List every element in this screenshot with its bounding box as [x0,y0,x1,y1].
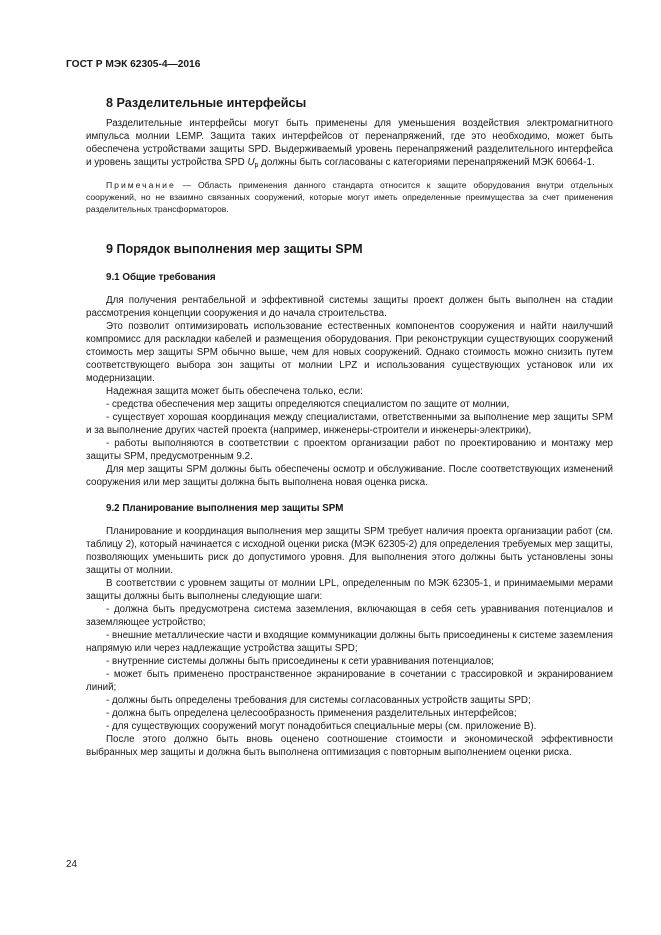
paragraph: В соответствии с уровнем защиты от молнии LPL, определенным по МЭК 62305-1, и принимаемыми мерами защиты должны быть выполнены следующие шаги: [86,578,613,602]
section-9-2-body [86,525,613,759]
list-item: - внешние металлические части и входящие коммуникации должны быть присоединены к системе заземления напрямую или через надлежащие устройства защиты SPD; [86,630,613,654]
list-item: - работы выполняются в соответствии с проектом организации работ по проектированию и монтажу мер защиты SPM, предусмотренным 9.2. [86,438,613,462]
section-8-note: Примечание — Область применения данного стандарта относится к защите оборудования внутри отдельных сооружений, но не взаимно связанных сооружений, которые могут иметь определенные преимущества за счет применения разделительных трансформаторов. [86,180,613,214]
list-item: - существует хорошая координация между специалистами, ответственными за выполнение мер защиты SPM и за выполнение других частей проекта (например, инженеры-строители и инженеры-электрики), [86,412,613,436]
section-8-title: 8 Разделительные интерфейсы [106,96,307,110]
section-9-1-title: 9.1 Общие требования [106,272,216,283]
list-item: - для существующих сооружений могут понадобиться специальные меры (см. приложение В). [106,721,537,732]
page-number: 24 [66,859,77,870]
list-item: - должны быть определены требования для системы согласованных устройств защиты SPD; [106,695,531,706]
list-item: - должна быть определена целесообразность применения разделительных интерфейсов; [106,708,517,719]
list-item: - средства обеспечения мер защиты определяются специалистом по защите от молнии, [106,399,510,410]
paragraph: После этого должно быть вновь оценено соотношение стоимости и экономической эффективности выбранных мер защиты и должна быть выполнена оптимизация с повторным выполнением оценки риска. [86,734,613,758]
paragraph: Это позволит оптимизировать использование естественных компонентов сооружения и найти наилучший компромисс для раскладки кабелей и размещения оборудования. При реконструкции существующих сооружений стоимость мер защиты SPM обычно выше, чем для новых сооружений. Однако стоимость можно снизить путем соответствующего выбора зон защиты от молнии LPZ и использования существующих установок или их модернизации. [86,321,613,384]
section-9-2-title: 9.2 Планирование выполнения мер защиты SPM [106,503,344,514]
paragraph: Для получения рентабельной и эффективной системы защиты проект должен быть выполнен на стадии рассмотрения концепции сооружения и до начала строительства. [86,295,613,319]
page-content [86,95,613,759]
paragraph: Планирование и координация выполнения мер защиты SPM требует наличия проекта организации работ (см. таблицу 2), который начинается с исходной оценки риска (МЭК 62305-2) для определения требуемых мер защиты, позволяющих уменьшить риск до допустимого уровня. Для выполнения этого должны быть установлены зоны защиты от молнии. [86,526,613,576]
list-item: - внутренние системы должны быть присоединены к сети уравнивания потенциалов; [106,656,494,667]
section-8-paragraph: Разделительные интерфейсы могут быть применены для уменьшения воздействия электромагнитного импульса молнии LEMP. Защита таких интерфейсов от перенапряжений, где это необходимо, может быть обеспечена устройствами защиты SPD. Выдерживаемый уровень перенапряжений разделительного интерфейса и уровень защиты устройства SPD $U_p$ должны быть согласованы с категориями перенапряжений МЭК 60664-1. [86,118,613,169]
section-9-1-body [86,294,613,489]
paragraph: Надежная защита может быть обеспечена только, если: [106,386,363,397]
list-item: - может быть применено пространственное экранирование в сочетании с трассировкой и экранированием линий; [86,669,613,693]
list-item: - должна быть предусмотрена система заземления, включающая в себя сеть уравнивания потенциалов и заземляющее устройство; [86,604,613,628]
paragraph: Для мер защиты SPM должны быть обеспечены осмотр и обслуживание. После соответствующих изменений сооружения или мер защиты должна быть выполнена новая оценка риска. [86,464,613,488]
section-9-title: 9 Порядок выполнения мер защиты SPM [106,242,363,256]
page-header: ГОСТ Р МЭК 62305-4—2016 [66,59,201,70]
